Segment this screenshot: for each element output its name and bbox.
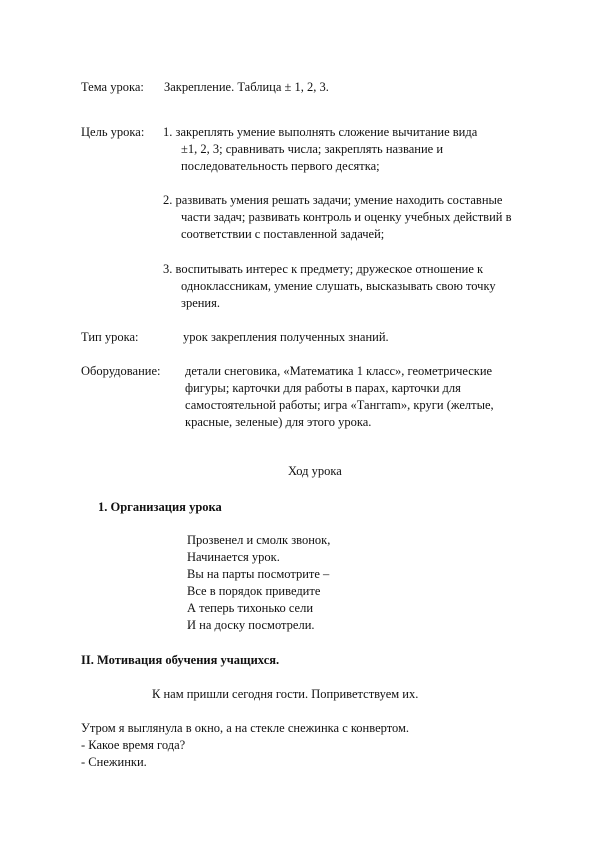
- poem-line-3: Вы на парты посмотрите –: [187, 567, 330, 581]
- equipment-line-1: детали снеговика, «Математика 1 класс», геометрические: [185, 364, 493, 378]
- goal-item-1-line-2: ±1, 2, 3; сравнивать числа; закреплять название и: [181, 142, 444, 156]
- equipment-line-4: красные, зеленые) для этого урока.: [185, 415, 372, 429]
- section-1-title: 1. Организация урока: [98, 500, 222, 514]
- poem-line-5: А теперь тихонько сели: [187, 601, 314, 615]
- topic-label: Тема урока:: [81, 80, 144, 94]
- equipment-label: Оборудование:: [81, 364, 161, 378]
- section-2-line-1: Утром я выглянула в окно, а на стекле снежинка с конвертом.: [81, 721, 410, 735]
- poem-line-6: И на доску посмотрели.: [187, 618, 315, 632]
- goal-item-3-line-1: 3. воспитывать интерес к предмету; дружеское отношение к: [163, 262, 484, 276]
- type-label: Тип урока:: [81, 330, 139, 344]
- poem-line-1: Прозвенел и смолк звонок,: [187, 533, 331, 547]
- goal-item-2-line-3: соответствии с поставленной задачей;: [181, 227, 385, 241]
- goal-label: Цель урока:: [81, 125, 145, 139]
- section-2-line-3: - Снежинки.: [81, 755, 147, 769]
- goal-item-3-line-3: зрения.: [181, 296, 220, 310]
- section-2-intro: К нам пришли сегодня гости. Поприветствуем их.: [152, 687, 419, 701]
- equipment-line-3: самостоятельной работы; игра «Тангram», круги (желтые,: [185, 398, 494, 412]
- poem-line-4: Все в порядок приведите: [187, 584, 321, 598]
- poem-line-2: Начинается урок.: [187, 550, 280, 564]
- section-2-title: II. Мотивация обучения учащихся.: [81, 653, 280, 667]
- topic-value: Закрепление. Таблица ± 1, 2, 3.: [164, 80, 329, 94]
- type-value: урок закрепления полученных знаний.: [183, 330, 389, 344]
- equipment-line-2: фигуры; карточки для работы в парах, карточки для: [185, 381, 461, 395]
- course-title: Ход урока: [288, 464, 342, 478]
- goal-item-2-line-2: части задач; развивать контроль и оценку учебных действий в: [181, 210, 512, 224]
- goal-item-3-line-2: одноклассникам, умение слушать, высказывать свою точку: [181, 279, 496, 293]
- goal-item-2-line-1: 2. развивать умения решать задачи; умение находить составные: [163, 193, 503, 207]
- section-2-line-2: - Какое время года?: [81, 738, 186, 752]
- goal-item-1-line-1: 1. закреплять умение выполнять сложение вычитание вида: [163, 125, 478, 139]
- goal-item-1-line-3: последовательность первого десятка;: [181, 159, 380, 173]
